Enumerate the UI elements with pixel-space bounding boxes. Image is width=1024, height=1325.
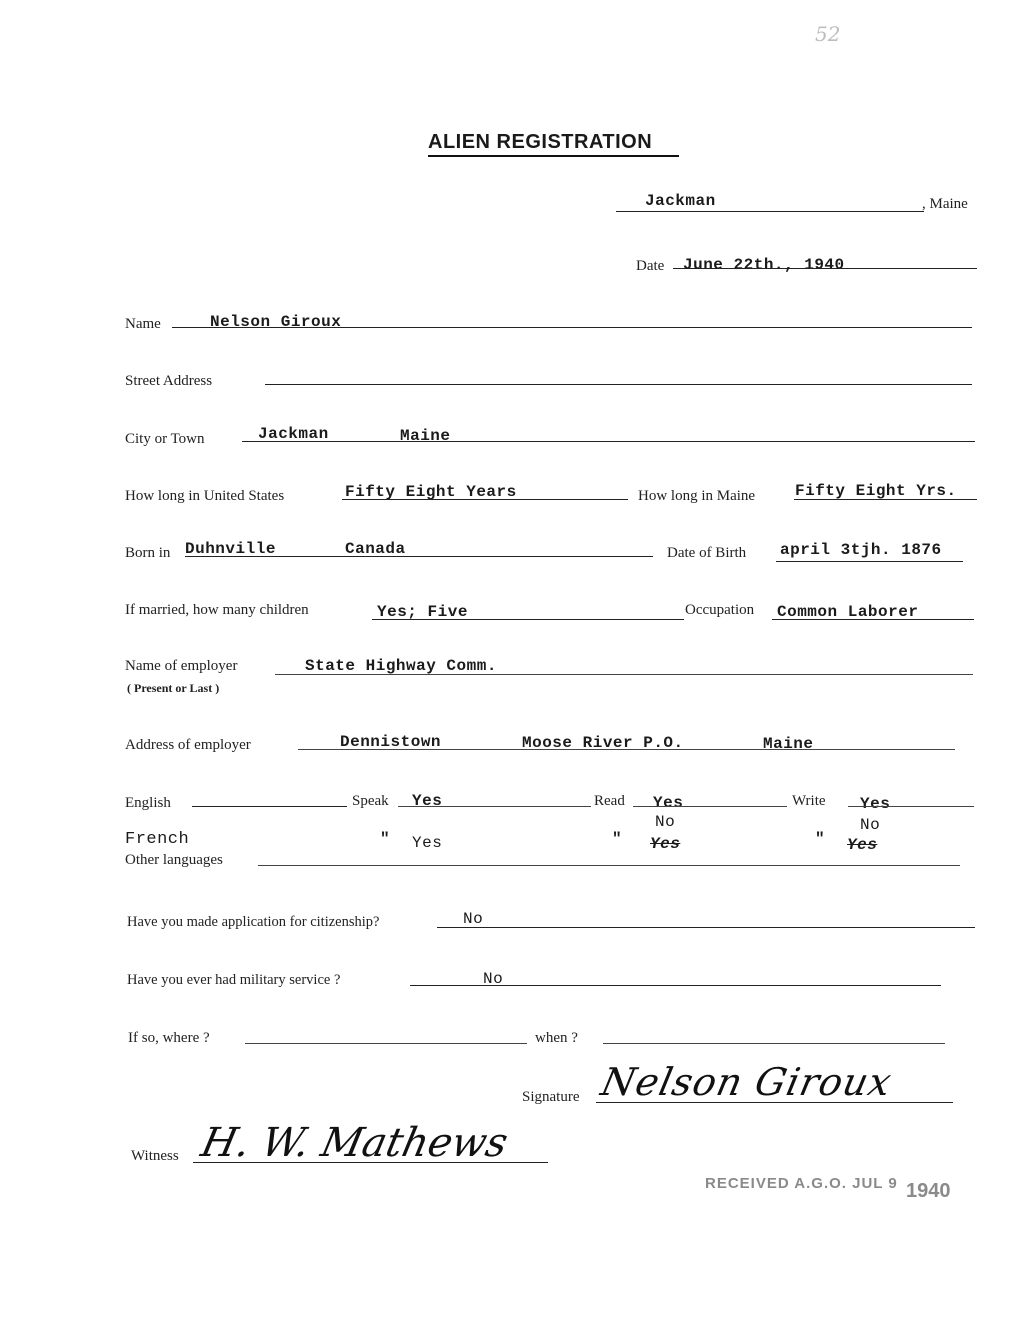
english-line — [192, 806, 347, 807]
date-value: June 22th., 1940 — [683, 256, 845, 274]
french-read-ditto: " — [612, 830, 623, 848]
dob-label: Date of Birth — [667, 545, 747, 561]
when-label: when ? — [535, 1030, 578, 1046]
title-underline — [428, 155, 679, 157]
witness-label: Witness — [131, 1148, 179, 1164]
born-place-value: Duhnville — [185, 540, 276, 558]
english-read-value: Yes — [653, 794, 684, 812]
where-label: If so, where ? — [128, 1030, 210, 1046]
street-label: Street Address — [125, 373, 213, 389]
employer-value: State Highway Comm. — [305, 657, 497, 675]
military-label: Have you ever had military service ? — [127, 972, 341, 988]
english-write-value: Yes — [860, 795, 891, 813]
town-line — [616, 211, 924, 212]
military-value: No — [483, 970, 504, 988]
date-line — [673, 268, 977, 269]
when-line — [603, 1043, 945, 1044]
employer-addr-label: Address of employer — [125, 737, 251, 753]
city-value: Jackman — [258, 425, 329, 443]
english-label: English — [125, 795, 171, 811]
where-line — [245, 1043, 527, 1044]
dob-value: april 3tjh. 1876 — [780, 541, 942, 559]
other-languages-label: Other languages — [125, 852, 223, 868]
maine-line — [794, 499, 977, 500]
read-line — [633, 806, 787, 807]
occupation-line — [772, 619, 974, 620]
english-speak-value: Yes — [412, 792, 443, 810]
born-line — [185, 556, 653, 557]
occupation-value: Common Laborer — [777, 603, 919, 621]
state-label: , Maine — [922, 196, 968, 212]
read-label: Read — [594, 793, 625, 809]
french-speak-value: Yes — [412, 834, 443, 852]
born-country-value: Canada — [345, 540, 406, 558]
maine-label: How long in Maine — [638, 488, 756, 504]
form-title: ALIEN REGISTRATION — [428, 131, 653, 153]
signature-value: Nelson Giroux — [597, 1060, 896, 1104]
dob-line — [776, 561, 963, 562]
french-read-original: Yes — [650, 835, 681, 853]
occupation-label: Occupation — [685, 602, 755, 618]
us-label: How long in United States — [125, 488, 285, 504]
employer-addr-3: Maine — [763, 735, 814, 753]
french-speak-ditto: " — [380, 830, 391, 848]
french-read-correction: No — [655, 813, 676, 831]
french-write-ditto: " — [815, 830, 826, 848]
employer-addr-line — [298, 749, 955, 750]
employer-addr-1: Dennistown — [340, 733, 442, 751]
name-label: Name — [125, 316, 161, 332]
city-line — [242, 441, 975, 442]
employer-addr-2: Moose River P.O. — [522, 734, 684, 752]
witness-value: H. W. Mathews — [197, 1120, 512, 1166]
maine-value: Fifty Eight Yrs. — [795, 482, 957, 500]
french-write-original: Yes — [847, 836, 878, 854]
corner-note: 52 — [815, 22, 841, 46]
town-value: Jackman — [645, 192, 716, 210]
employer-label: Name of employer — [125, 658, 238, 674]
witness-line — [193, 1162, 548, 1163]
name-value: Nelson Giroux — [210, 313, 342, 331]
citizenship-line — [437, 927, 975, 928]
military-line — [410, 985, 941, 986]
employer-line — [275, 674, 973, 675]
signature-label: Signature — [522, 1089, 580, 1105]
citizenship-value: No — [463, 910, 484, 928]
city-state-value: Maine — [400, 427, 451, 445]
date-label: Date — [636, 258, 665, 274]
us-line — [342, 499, 628, 500]
signature-line — [596, 1102, 953, 1103]
other-languages-line — [258, 865, 960, 866]
us-value: Fifty Eight Years — [345, 483, 517, 501]
french-write-correction: No — [860, 816, 881, 834]
married-label: If married, how many children — [125, 602, 309, 618]
city-label: City or Town — [125, 431, 205, 447]
speak-label: Speak — [352, 793, 389, 809]
write-line — [848, 806, 974, 807]
married-line — [372, 619, 684, 620]
speak-line — [398, 806, 591, 807]
born-label: Born in — [125, 545, 171, 561]
married-value: Yes; Five — [377, 603, 468, 621]
name-line — [172, 327, 972, 328]
street-line — [265, 384, 972, 385]
french-label: French — [125, 830, 190, 849]
received-stamp: RECEIVED A.G.O. JUL 9 — [705, 1175, 898, 1192]
employer-sub-label: ( Present or Last ) — [127, 681, 220, 695]
received-stamp-year: 1940 — [906, 1180, 951, 1202]
write-label: Write — [792, 793, 826, 809]
citizenship-label: Have you made application for citizenship? — [127, 914, 380, 930]
